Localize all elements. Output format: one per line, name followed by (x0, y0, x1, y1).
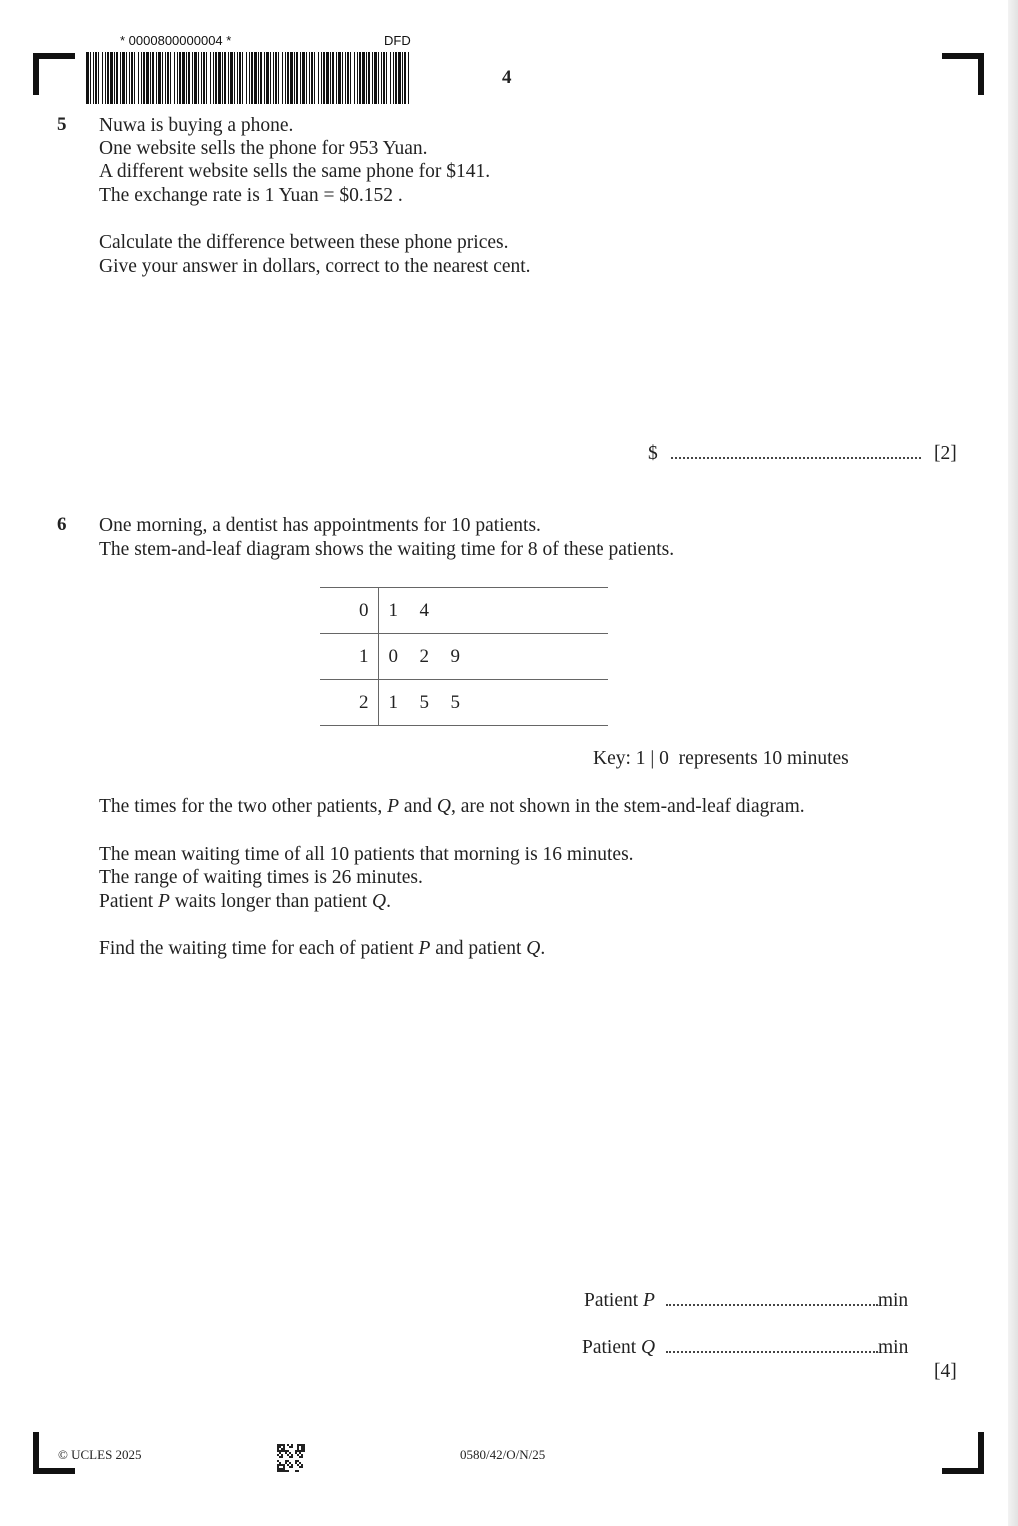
leaf: 2 (419, 645, 429, 667)
question-6-text: Patient P waits longer than patient Q. (99, 891, 391, 912)
question-6-text: The times for the two other patients, P and Q, are not shown in the stem-and-leaf diagram. (99, 796, 805, 817)
stem-leaf-row (320, 588, 608, 634)
corner-mark-bottom-right (942, 1468, 984, 1474)
leaf: 0 (388, 645, 398, 667)
question-5-text: The exchange rate is 1 Yuan = $0.152 . (99, 185, 403, 206)
question-6-number: 6 (57, 514, 67, 535)
leaves (378, 588, 608, 634)
question-5-text: One website sells the phone for 953 Yuan. (99, 138, 428, 159)
barcode-number: * 0000800000004 * (120, 33, 232, 48)
question-6-instruction: Find the waiting time for each of patient P and patient Q. (99, 938, 546, 959)
leaf: 1 (388, 599, 398, 621)
leaf: 1 (388, 691, 398, 713)
corner-mark-top-left (33, 53, 39, 95)
barcode-code: DFD (384, 33, 411, 48)
question-6-text: The range of waiting times is 26 minutes. (99, 867, 423, 888)
leaf: 5 (419, 691, 429, 713)
paper-code: 0580/42/O/N/25 (460, 1447, 546, 1462)
dollar-sign: $ (648, 443, 658, 464)
copyright: © UCLES 2025 (58, 1447, 142, 1462)
stem: 1 (320, 634, 378, 680)
answer-dotted-line[interactable] (671, 443, 921, 459)
leaf: 5 (450, 691, 460, 713)
leaf: 9 (450, 645, 460, 667)
patient-p-answer-line[interactable]: Patient P min (584, 1290, 909, 1311)
corner-mark-bottom-left (33, 1468, 75, 1474)
page-edge-shadow (1008, 0, 1018, 1526)
leaves (378, 634, 608, 680)
corner-mark-top-left (33, 53, 75, 59)
diagram-key: Key: 1 | 0 represents 10 minutes (593, 748, 849, 769)
stem-leaf-row (320, 680, 608, 726)
question-6-text: One morning, a dentist has appointments for 10 patients. (99, 515, 541, 536)
question-6-marks: [4] (934, 1361, 957, 1382)
leaves (378, 680, 608, 726)
question-6-text: The mean waiting time of all 10 patients that morning is 16 minutes. (99, 844, 634, 865)
stem-leaf-row (320, 634, 608, 680)
answer-dotted-line[interactable] (666, 1290, 878, 1306)
question-6-text: The stem-and-leaf diagram shows the waiting time for 8 of these patients. (99, 539, 675, 560)
question-5-number: 5 (57, 114, 67, 135)
question-5-text: Nuwa is buying a phone. (99, 115, 294, 136)
corner-mark-top-right (978, 53, 984, 95)
question-5-instruction: Give your answer in dollars, correct to the nearest cent. (99, 256, 531, 277)
stem: 2 (320, 680, 378, 726)
answer-dotted-line[interactable] (666, 1337, 878, 1353)
page-number: 4 (502, 67, 512, 88)
leaf: 4 (419, 599, 429, 621)
question-5-text: A different website sells the same phone for $141. (99, 161, 491, 182)
question-5-instruction: Calculate the difference between these phone prices. (99, 232, 509, 253)
qr-code-icon (277, 1444, 305, 1472)
patient-q-answer-line[interactable]: Patient Q min (582, 1337, 909, 1358)
barcode (86, 52, 412, 104)
stem: 0 (320, 588, 378, 634)
question-5-marks: [2] (934, 443, 957, 464)
question-5-answer-line[interactable] (648, 443, 921, 465)
stem-and-leaf-diagram (320, 587, 608, 726)
